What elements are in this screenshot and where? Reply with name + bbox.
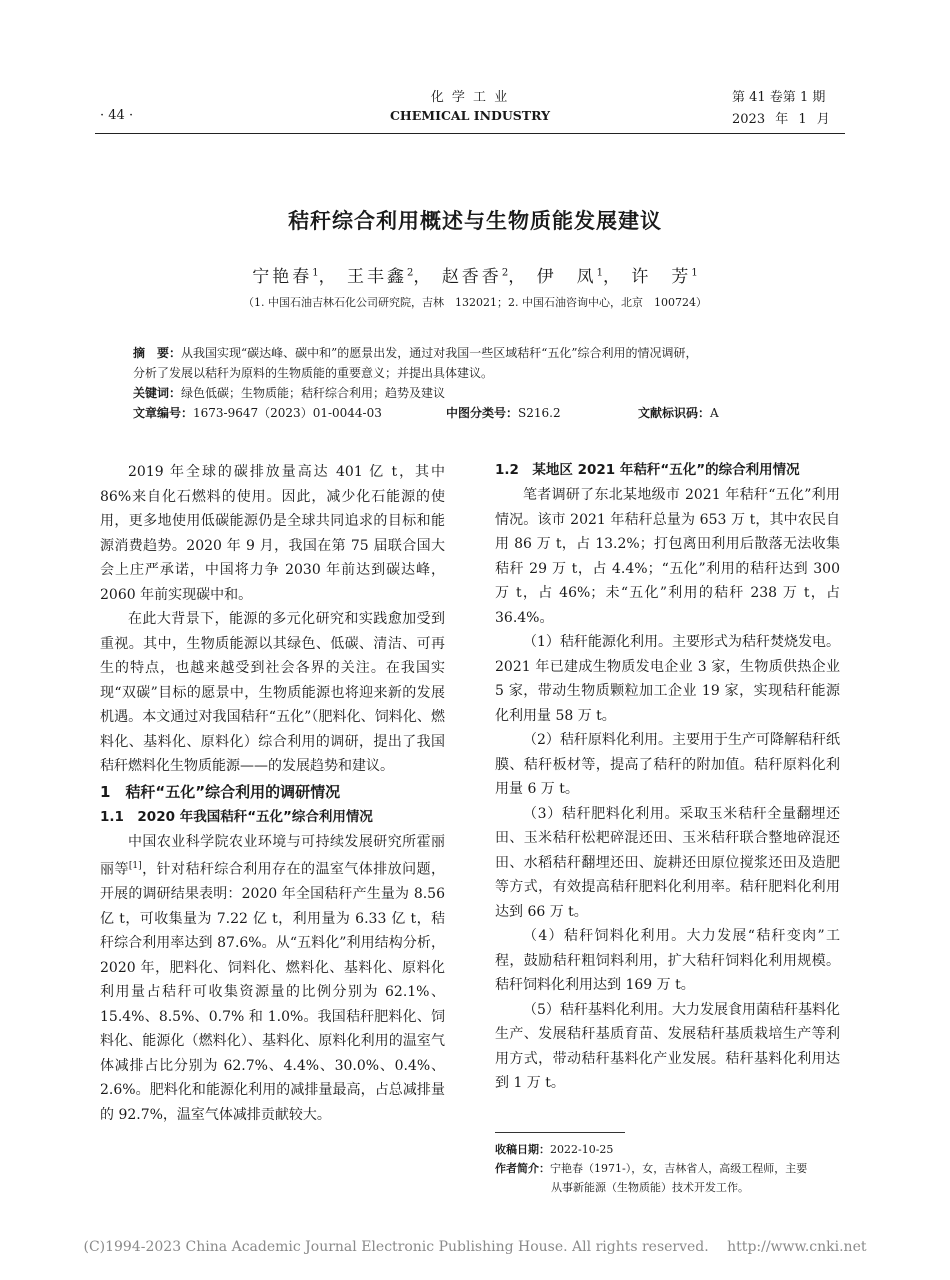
journal-name-en: CHEMICAL INDUSTRY: [389, 108, 551, 123]
author: 许 芳$^1$: [631, 267, 698, 287]
affiliations: （1. 中国石油吉林石化公司研究院，吉林 132021；2. 中国石油咨询中心，北京 100724）: [243, 296, 707, 309]
journal-name-cn: 化 学 工 业: [430, 90, 510, 105]
header-rule: [95, 133, 845, 134]
keywords: 关键词：绿色低碳；生物质能；秸秆综合利用；趋势及建议: [133, 386, 446, 400]
paragraph: （3）秸秆肥料化利用。采取玉米秸秆全量翻埋还田、玉米秸秆松耙碎混还田、玉米秸秆联合整地碎混还田、水稻秸秆翻埋还田、旋耕还田原位搅浆还田及造肥等方式，有效提高秸秆肥料化利用率。秸秆肥料化利用达到 66 万 t。: [495, 805, 840, 920]
page-number: · 44 ·: [100, 108, 134, 123]
subsection-heading: 1.1 2020 年我国秸秆“五化”综合利用情况: [100, 808, 373, 825]
paragraph: （2）秸秆原料化利用。主要用于生产可降解秸秆纸膜、秸秆板材等，提高了秸秆的附加值。秸秆原料化利用量 6 万 t。: [495, 732, 840, 797]
article-title: 秸秆综合利用概述与生物质能发展建议: [288, 209, 662, 233]
author: 伊 凤$^1$，: [536, 267, 623, 287]
paragraph: （5）秸秆基料化利用。大力发展食用菌秸秆基料化生产、发展秸秆基质育苗、发展秸秆基质栽培生产等利用方式，带动秸秆基料化产业发展。秸秆基料化利用达到 1 万 t。: [495, 1001, 840, 1091]
article-meta: 文章编号：1673-9647（2023）01-0044-03 中图分类号：S216.2 文献标识码：A: [133, 406, 719, 420]
publish-date: 2023 年 1 月: [732, 112, 830, 127]
volume-issue: 第 41 卷第 1 期: [732, 90, 826, 105]
section-heading: 1 秸秆“五化”综合利用的调研情况: [100, 782, 341, 801]
paragraph: 笔者调研了东北某地级市 2021 年秸秆“五化”利用情况。该市 2021 年秸秆总量为 653 万 t，其中农民自用 86 万 t，占 13.2%；打包离田利用后散落无法收集秸秆 29 万 t，占 4.4%；“五化”利用的秸秆达到 300 万 t，占 46%；未“五化”利用的秸秆 238 万 t，占 36.4%。: [495, 487, 840, 626]
abstract: 摘 要：从我国实现“碳达峰、碳中和”的愿景出发，通过对我国一些区域秸秆“五化”综合利用的情况调研， 分析了发展以秸秆为原料的生物质能的重要意义；并提出具体建议。 关键词：绿色低碳；生物质能；秸秆综合利用；趋势及建议 文章编号：1673-9647（2023）01-0044-03 中图分类号：S216.2 文献标识码：A: [133, 343, 823, 423]
copyright-notice: (C)1994-2023 China Academic Journal Electronic Publishing House. All rights reserved. http://www.cnki.net: [83, 1239, 867, 1255]
author: 王丰鑫$^2$，: [347, 267, 434, 287]
paragraph: （4）秸秆饲料化利用。大力发展“秸秆变肉”工程，鼓励秸秆粗饲料利用，扩大秸秆饲料化利用规模。秸秆饲料化利用达到 169 万 t。: [495, 928, 840, 993]
subsection-heading: 1.2 某地区 2021 年秸秆“五化”的综合利用情况: [495, 462, 800, 478]
footnote-rule: [495, 1132, 625, 1133]
author-list: [0, 262, 950, 287]
paragraph: 中国农业科学院农业环境与可持续发展研究所霍丽丽等[1]，针对秸秆综合利用存在的温室气体排放问题，开展的调研结果表明：2020 年全国秸秆产生量为 8.56 亿 t，可收集量为 7.22 亿 t，利用量为 6.33 亿 t，秸秆综合利用率达到 87.6%。从“五料化”利用结构分析，2020 年，肥料化、饲料化、燃料化、基料化、原料化利用量占秸秆可收集资源量的比例分别为 62.1%、15.4%、8.5%、0.7% 和 1.0%。我国秸秆肥料化、饲料化、能源化（燃料化）、基料化、原料化利用的温室气体减排占比分别为 62.7%、4.4%、30.0%、0.4%、2.6%。肥料化和能源化利用的减排量最高，占总减排量的 92.7%，温室气体减排贡献较大。: [100, 833, 446, 1123]
citation-ref[interactable]: [1]: [128, 861, 142, 871]
paragraph: （1）秸秆能源化利用。主要形式为秸秆焚烧发电。2021 年已建成生物质发电企业 3 家，生物质供热企业 5 家，带动生物质颗粒加工企业 19 家，实现秸秆能源化利用量 58 万 t。: [495, 634, 840, 724]
author: 宁艳春$^1$，: [252, 267, 339, 287]
footnote: 收稿日期：2022-10-25 作者简介：宁艳春（1971-），女，吉林省人，高级工程师，主要 从事新能源（生物质能）技术开发工作。: [495, 1143, 808, 1194]
left-column: [100, 460, 445, 1127]
paragraph: 在此大背景下，能源的多元化研究和实践愈加受到重视。其中，生物质能源以其绿色、低碳、清洁、可再生的特点，也越来越受到社会各界的关注。在我国实现“双碳”目标的愿景中，生物质能源也将迎来新的发展机遇。本文通过对我国秸秆“五化”（肥料化、饲料化、燃料化、基料化、原料化）综合利用的调研，提出了我国秸秆燃料化生物质能源——的发展趋势和建议。: [100, 611, 445, 774]
author: 赵香香$^2$，: [441, 267, 529, 287]
right-column: [495, 458, 840, 1096]
paragraph: 2019 年全球的碳排放量高达 401 亿 t，其中 86%来自化石燃料的使用。因此，减少化石能源的使用，更多地使用低碳能源仍是全球共同追求的目标和能源消费趋势。2020 年 9 月，我国在第 75 届联合国大会上庄严承诺，中国将力争 2030 年前达到碳达峰，2060 年前实现碳中和。: [100, 464, 445, 603]
